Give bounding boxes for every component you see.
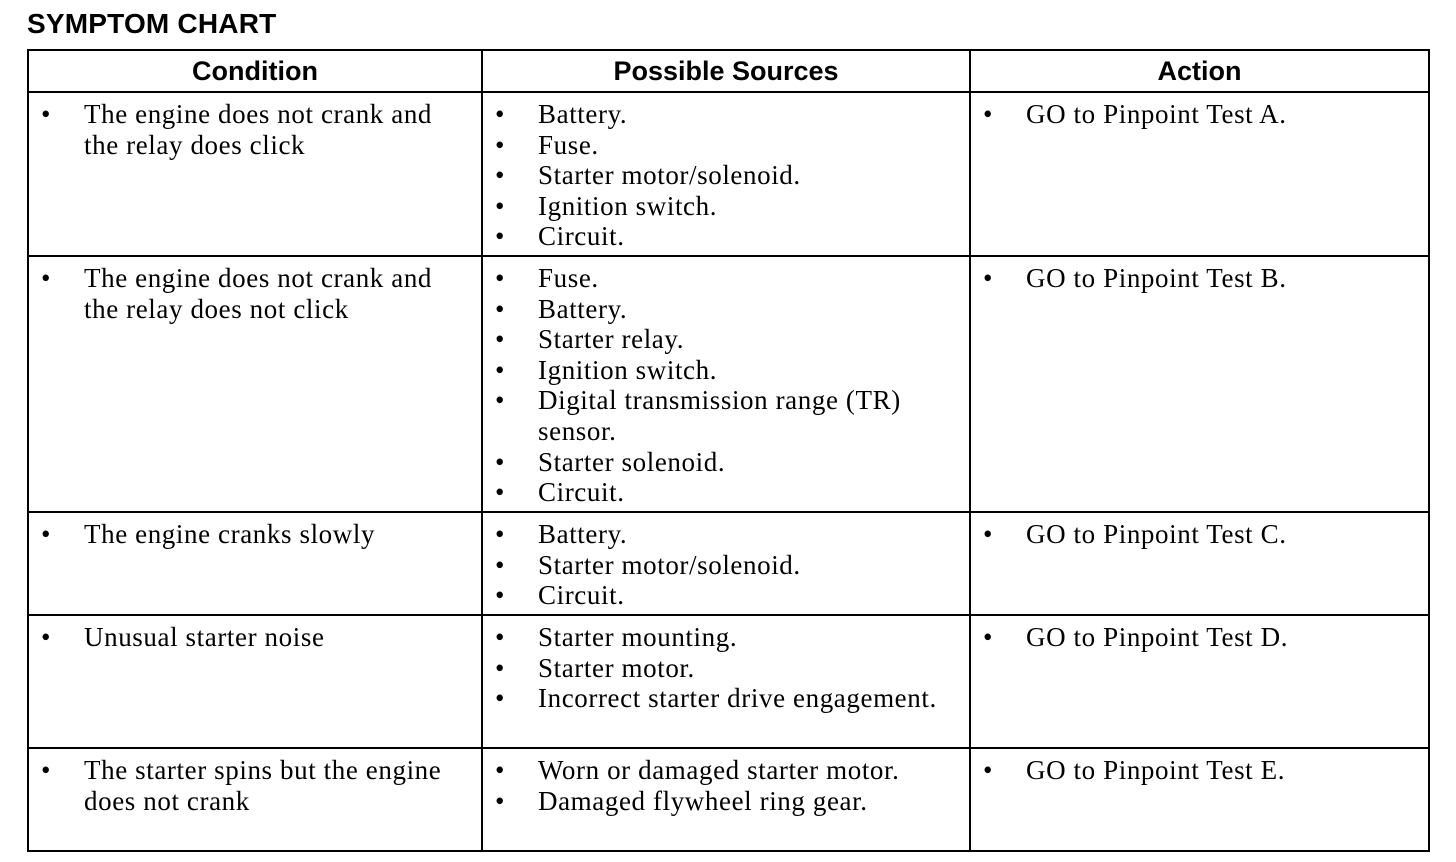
table-row [28,748,1429,851]
list-item [483,755,969,786]
action-text: GO to Pinpoint Test A. [1026,99,1287,129]
list-item [483,683,969,714]
bullet: • [495,683,506,714]
bullet: • [495,160,506,191]
bullet: • [495,385,506,416]
condition-text: The starter spins but the engine does not crank [84,755,442,816]
list-item [483,263,969,294]
source-text: Worn or damaged starter motor. [538,755,900,785]
list-item [483,130,969,161]
bullet: • [983,755,994,785]
list-item [483,221,969,252]
source-text: Battery. [538,99,628,129]
list-item [483,653,969,684]
condition-text: Unusual starter noise [84,622,325,652]
source-text: Starter motor/solenoid. [538,160,801,191]
source-text: Starter motor. [538,652,695,683]
condition-cell [28,512,482,615]
source-text: Fuse. [538,263,599,293]
list-item [483,447,969,478]
source-text: Digital transmission range (TR) sensor. [538,385,901,446]
bullet: • [495,99,506,129]
bullet: • [495,519,506,549]
bullet: • [495,580,506,611]
action-text: GO to Pinpoint Test B. [1026,263,1287,293]
list-item [29,263,481,324]
bullet: • [495,263,506,293]
list-item [483,786,969,817]
list-item [483,355,969,386]
bullet: • [983,99,994,129]
condition-cell [28,615,482,748]
action-cell [970,512,1429,615]
source-text: Circuit. [538,221,625,252]
bullet: • [495,755,506,785]
action-text: GO to Pinpoint Test D. [1026,622,1289,652]
list-item [29,755,481,816]
list-item [29,519,481,550]
table-header-row [28,50,1429,92]
source-text: Battery. [538,293,628,324]
bullet: • [41,622,52,652]
source-text: Starter mounting. [538,622,738,652]
bullet: • [495,652,506,683]
action-text: GO to Pinpoint Test E. [1026,755,1286,785]
source-text: Incorrect starter drive engagement. [538,683,937,714]
bullet: • [41,755,52,785]
list-item [483,294,969,325]
action-cell [970,256,1429,512]
source-text: Starter relay. [538,324,685,355]
source-text: Ignition switch. [538,354,718,385]
bullet: • [495,622,506,652]
list-item [483,191,969,222]
bullet: • [983,622,994,652]
action-cell [970,615,1429,748]
table-row [28,615,1429,748]
list-item [483,519,969,550]
bullet: • [983,519,994,549]
bullet: • [495,354,506,385]
bullet: • [495,190,506,221]
source-text: Damaged flywheel ring gear. [538,785,868,816]
sources-cell [482,512,970,615]
bullet: • [495,129,506,160]
source-text: Ignition switch. [538,190,718,221]
source-text: Starter motor/solenoid. [538,549,801,580]
list-item [971,263,1428,294]
source-text: Fuse. [538,129,599,160]
list-item [483,622,969,653]
list-item [29,99,481,160]
table-row [28,256,1429,512]
list-item [29,622,481,653]
sources-cell [482,92,970,256]
bullet: • [983,263,994,293]
bullet: • [41,519,52,549]
condition-cell [28,92,482,256]
action-cell [970,748,1429,851]
column-header-possible-sources: Possible Sources [482,50,970,92]
list-item [483,385,969,446]
list-item [971,622,1428,653]
condition-cell [28,748,482,851]
symptom-table [27,49,1430,852]
list-item [483,160,969,191]
list-item [971,519,1428,550]
bullet: • [495,221,506,252]
table-row [28,512,1429,615]
condition-cell [28,256,482,512]
column-header-action: Action [970,50,1429,92]
bullet: • [495,293,506,324]
bullet: • [41,263,52,293]
table-row [28,92,1429,256]
bullet: • [495,446,506,477]
page-title: SYMPTOM CHART [27,8,277,39]
bullet: • [495,785,506,816]
list-item [483,550,969,581]
column-header-condition: Condition [28,50,482,92]
sources-cell [482,748,970,851]
action-cell [970,92,1429,256]
bullet: • [495,549,506,580]
source-text: Circuit. [538,477,625,508]
condition-text: The engine does not crank and the relay does not click [84,263,433,324]
list-item [971,755,1428,786]
condition-text: The engine cranks slowly [84,519,376,549]
bullet: • [41,99,52,129]
sources-cell [482,615,970,748]
action-text: GO to Pinpoint Test C. [1026,519,1287,549]
list-item [483,99,969,130]
source-text: Starter solenoid. [538,446,726,477]
list-item [483,324,969,355]
bullet: • [495,324,506,355]
list-item [483,477,969,508]
condition-text: The engine does not crank and the relay does click [84,99,433,160]
source-text: Battery. [538,519,628,549]
list-item [971,99,1428,130]
list-item [483,580,969,611]
bullet: • [495,477,506,508]
sources-cell [482,256,970,512]
source-text: Circuit. [538,580,625,611]
